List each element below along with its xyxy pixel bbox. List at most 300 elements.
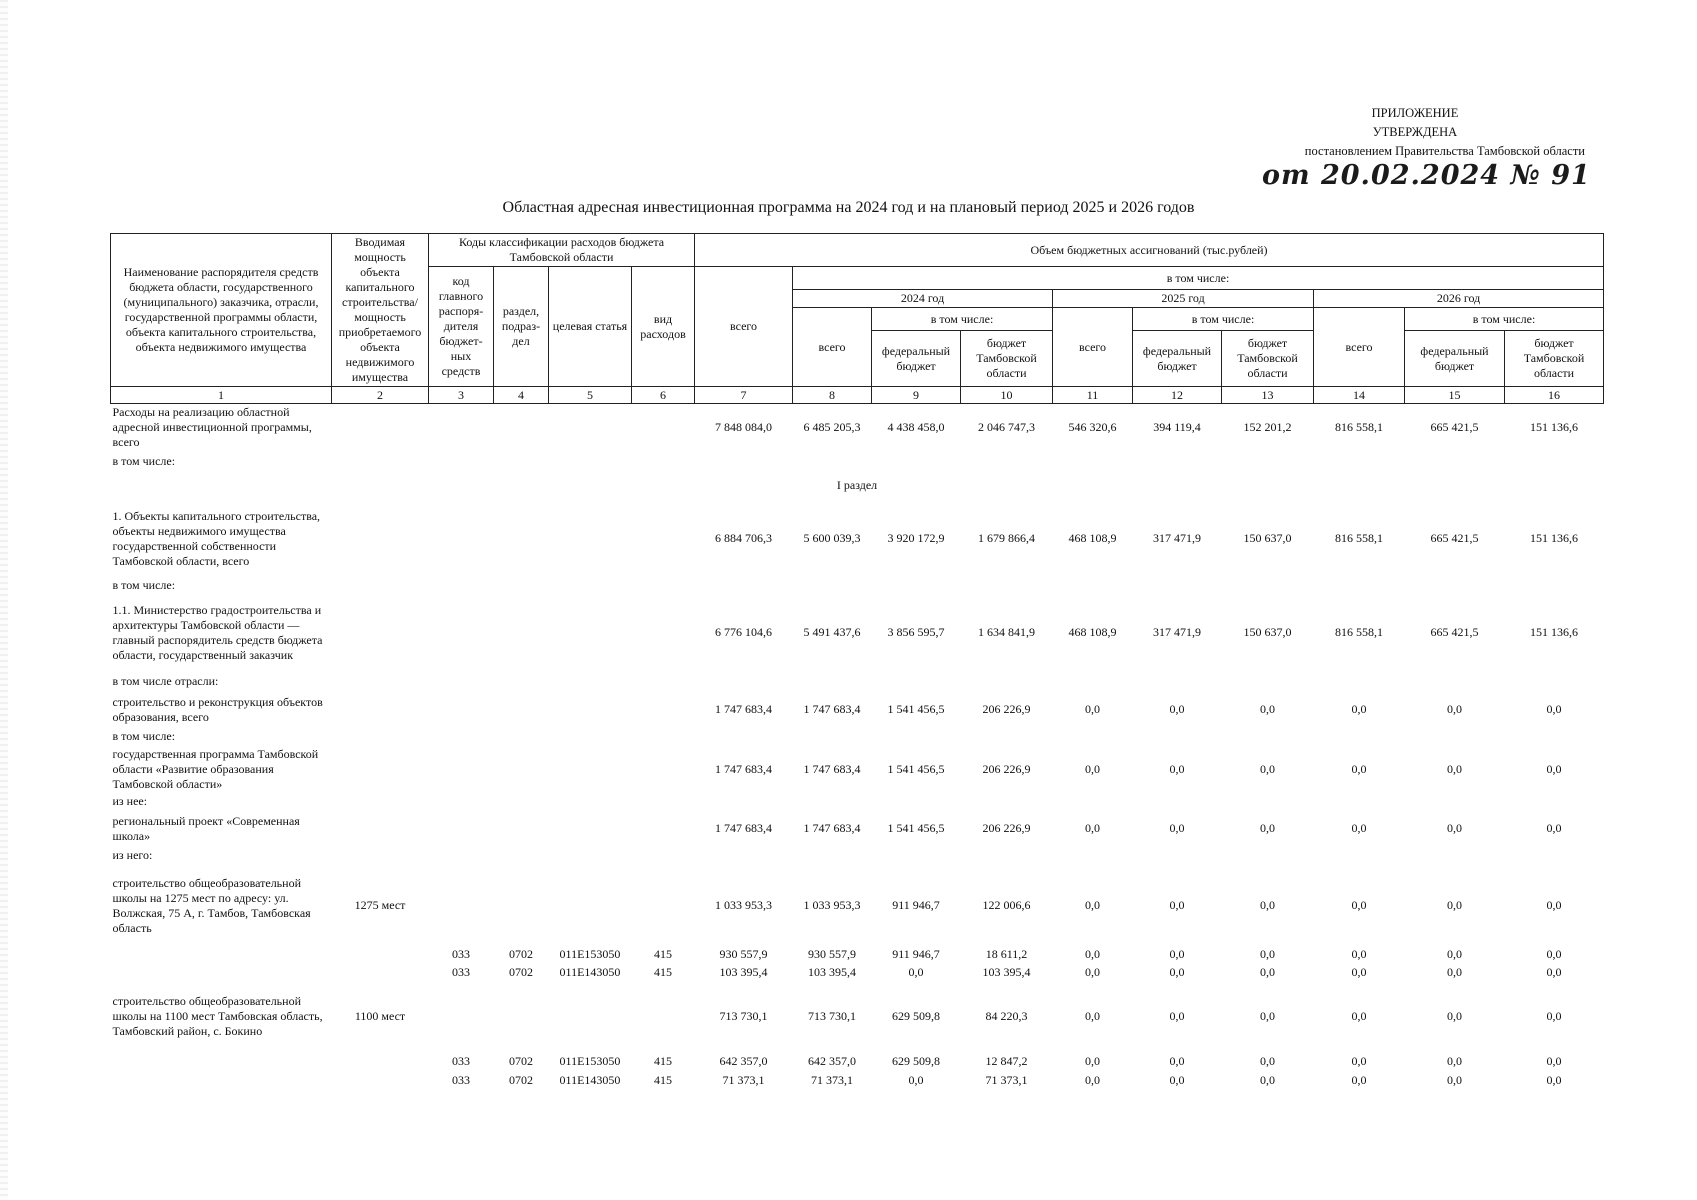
column-number: 9 — [872, 387, 961, 404]
row-value-col-9: 1 541 456,5 — [887, 702, 945, 716]
regional-2024-header: бюджет Тамбовской области — [961, 331, 1053, 387]
row-value-col-7: 930 557,9 — [719, 947, 768, 961]
row-target-code — [549, 727, 632, 747]
row-value-col-10: 1 634 841,9 — [978, 625, 1036, 639]
regional-2025-header: бюджет Тамбовской области — [1222, 331, 1314, 387]
row-code-gr: 033 — [452, 947, 470, 961]
section-row — [111, 472, 1604, 501]
row-code-gr — [429, 982, 494, 1052]
row-code-gr: 033 — [452, 1054, 470, 1068]
row-value-col-15: 0,0 — [1447, 1009, 1463, 1023]
row-value-col-8: 1 747 683,4 — [803, 821, 861, 835]
row-value-col-7 — [695, 671, 793, 693]
row-value-col-7: 1 747 683,4 — [715, 702, 773, 716]
row-value-col-16: 151 136,6 — [1530, 531, 1579, 545]
row-value-col-9 — [872, 846, 961, 866]
table-row — [111, 982, 1604, 1052]
row-value-col-10 — [961, 792, 1053, 812]
row-capacity — [332, 1072, 429, 1090]
table-row — [111, 693, 1604, 727]
row-value-col-12: 0,0 — [1169, 702, 1185, 716]
column-number: 14 — [1314, 387, 1405, 404]
row-value-col-12 — [1133, 671, 1222, 693]
row-value-col-11: 0,0 — [1085, 761, 1101, 776]
including-2026-header: в том числе: — [1405, 308, 1604, 331]
row-value-col-16 — [1505, 671, 1604, 693]
row-capacity — [332, 404, 429, 452]
including-2025-header: в том числе: — [1133, 308, 1314, 331]
row-value-col-10: 206 226,9 — [982, 821, 1031, 835]
row-value-col-10: 2 046 747,3 — [978, 420, 1036, 435]
row-section-code — [494, 577, 549, 595]
row-name: в том числе: — [112, 729, 176, 743]
row-capacity — [332, 792, 429, 812]
row-section-code — [494, 792, 549, 812]
row-code-gr — [429, 727, 494, 747]
table-row — [111, 501, 1604, 577]
row-value-col-15: 665 421,5 — [1430, 625, 1479, 639]
row-target-code — [549, 812, 632, 846]
row-value-col-14: 0,0 — [1351, 1073, 1367, 1087]
row-name: строительство и реконструкция объектов образования, всего — [112, 694, 323, 724]
table-row — [111, 595, 1604, 671]
row-name — [111, 1072, 332, 1090]
row-value-col-10 — [961, 577, 1053, 595]
row-value-col-8 — [793, 671, 872, 693]
document-title: Областная адресная инвестиционная программа на 2024 год и на плановый период 2025 и 2026 годов — [502, 199, 1195, 216]
row-value-col-7: 1 747 683,4 — [715, 821, 773, 835]
row-value-col-14: 0,0 — [1351, 1054, 1367, 1068]
row-value-col-16: 0,0 — [1546, 1054, 1562, 1068]
column-number-row — [111, 387, 1604, 404]
row-value-col-8: 6 485 205,3 — [803, 420, 861, 435]
row-value-col-16 — [1505, 727, 1604, 747]
row-value-col-10 — [961, 727, 1053, 747]
row-value-col-7: 642 357,0 — [719, 1054, 768, 1068]
row-value-col-7: 1 033 953,3 — [715, 898, 773, 912]
row-value-col-12: 0,0 — [1169, 1054, 1185, 1068]
row-capacity: 1100 мест — [354, 1009, 406, 1023]
row-section-code — [494, 812, 549, 846]
col-section-header: раздел, подраз- дел — [494, 267, 549, 387]
row-value-col-14 — [1314, 846, 1405, 866]
row-code-gr — [429, 812, 494, 846]
row-value-col-8: 5 600 039,3 — [803, 531, 861, 545]
row-value-col-15: 0,0 — [1447, 702, 1463, 716]
row-value-col-12: 0,0 — [1169, 761, 1185, 776]
row-kind-code: 415 — [654, 1073, 672, 1087]
row-kind-code — [632, 671, 695, 693]
row-value-col-10: 1 679 866,4 — [978, 531, 1036, 545]
column-number: 3 — [429, 387, 494, 404]
row-kind-code — [632, 792, 695, 812]
row-value-col-12 — [1133, 452, 1222, 472]
row-value-col-13 — [1222, 577, 1314, 595]
row-value-col-8: 5 491 437,6 — [803, 625, 861, 639]
row-kind-code — [632, 577, 695, 595]
row-value-col-10: 12 847,2 — [985, 1054, 1028, 1068]
row-value-col-13: 0,0 — [1260, 947, 1276, 961]
row-kind-code — [632, 452, 695, 472]
year-2025-header: 2025 год — [1053, 290, 1314, 308]
row-value-col-13: 0,0 — [1260, 1009, 1276, 1023]
row-value-col-9: 3 856 595,7 — [887, 625, 945, 639]
row-code-gr — [429, 792, 494, 812]
row-value-col-8: 930 557,9 — [808, 947, 857, 961]
row-value-col-13 — [1222, 727, 1314, 747]
row-value-col-14: 0,0 — [1351, 965, 1367, 979]
row-value-col-11: 468 108,9 — [1068, 531, 1117, 545]
row-kind-code — [632, 404, 695, 452]
row-value-col-9: 3 920 172,9 — [887, 531, 945, 545]
row-value-col-10: 18 611,2 — [985, 947, 1028, 961]
row-target-code — [549, 577, 632, 595]
row-value-col-13 — [1222, 671, 1314, 693]
row-target-code — [549, 693, 632, 727]
row-target-code — [549, 792, 632, 812]
row-name: в том числе: — [112, 578, 176, 592]
table-row — [111, 404, 1604, 452]
appendix-label: ПРИЛОЖЕНИЕ — [1371, 106, 1459, 120]
row-value-col-12: 0,0 — [1169, 1073, 1185, 1087]
row-value-col-12: 0,0 — [1169, 898, 1185, 912]
row-value-col-16: 0,0 — [1546, 898, 1562, 912]
row-value-col-8 — [793, 727, 872, 747]
column-number: 5 — [549, 387, 632, 404]
row-target-code — [549, 452, 632, 472]
row-value-col-7: 1 747 683,4 — [715, 761, 773, 776]
row-value-col-12 — [1133, 577, 1222, 595]
row-name — [111, 964, 332, 982]
scan-edge — [0, 0, 8, 1200]
row-value-col-15: 665 421,5 — [1430, 531, 1479, 545]
row-value-col-8: 1 747 683,4 — [803, 761, 861, 776]
row-value-col-12: 0,0 — [1169, 821, 1185, 835]
including-2024-header: в том числе: — [872, 308, 1053, 331]
row-capacity — [332, 812, 429, 846]
row-value-col-8: 642 357,0 — [808, 1054, 857, 1068]
row-value-col-7: 6 884 706,3 — [715, 531, 773, 545]
row-value-col-11: 0,0 — [1085, 1073, 1101, 1087]
table-row — [111, 1052, 1604, 1072]
row-name: региональный проект «Современная школа» — [112, 813, 300, 843]
row-kind-code — [632, 866, 695, 946]
row-value-col-15: 0,0 — [1447, 1073, 1463, 1087]
row-value-col-8 — [793, 846, 872, 866]
row-value-col-16: 0,0 — [1546, 821, 1562, 835]
row-value-col-11 — [1053, 792, 1133, 812]
row-capacity — [332, 964, 429, 982]
row-value-col-15: 0,0 — [1447, 1054, 1463, 1068]
row-capacity — [332, 1052, 429, 1072]
row-value-col-16 — [1505, 577, 1604, 595]
row-value-col-11: 546 320,6 — [1068, 420, 1117, 435]
table-header — [111, 234, 1604, 404]
row-capacity — [332, 452, 429, 472]
federal-2024-header: федеральный бюджет — [872, 331, 961, 387]
year-2024-header: 2024 год — [793, 290, 1053, 308]
row-target-code: 011E153050 — [559, 1054, 621, 1068]
row-section-code — [494, 727, 549, 747]
row-value-col-9 — [872, 577, 961, 595]
column-number: 6 — [632, 387, 695, 404]
row-value-col-12: 0,0 — [1169, 965, 1185, 979]
row-section-code — [494, 693, 549, 727]
total-2026-header: всего — [1314, 308, 1405, 387]
row-target-code — [549, 671, 632, 693]
federal-2026-header: федеральный бюджет — [1405, 331, 1505, 387]
row-value-col-12: 317 471,9 — [1153, 531, 1202, 545]
row-value-col-7 — [695, 846, 793, 866]
row-value-col-11: 0,0 — [1085, 702, 1101, 716]
row-value-col-15 — [1405, 671, 1505, 693]
row-value-col-16: 0,0 — [1546, 1073, 1562, 1087]
row-value-col-15: 665 421,5 — [1430, 420, 1479, 435]
row-value-col-11: 0,0 — [1085, 898, 1101, 912]
row-target-code — [549, 846, 632, 866]
row-value-col-14: 0,0 — [1351, 761, 1367, 776]
row-kind-code — [632, 812, 695, 846]
row-name: 1. Объекты капитального строительства, объекты недвижимого имущества государственной собственности Тамбовской области, всего — [112, 508, 321, 568]
row-value-col-13: 0,0 — [1260, 702, 1276, 716]
row-value-col-8: 713 730,1 — [808, 1009, 857, 1023]
row-value-col-11: 468 108,9 — [1068, 625, 1117, 639]
row-value-col-10: 103 395,4 — [982, 965, 1031, 979]
col-target-header: целевая статья — [549, 267, 632, 387]
row-value-col-15 — [1405, 577, 1505, 595]
table-row — [111, 577, 1604, 595]
row-name: 1.1. Министерство градостроительства и архитектуры Тамбовской области — главный распорядитель средств бюджета области, государственный заказчик — [112, 602, 323, 662]
row-value-col-16: 151 136,6 — [1530, 625, 1579, 639]
row-kind-code — [632, 846, 695, 866]
row-value-col-16: 0,0 — [1546, 965, 1562, 979]
row-section-code — [494, 982, 549, 1052]
table-row — [111, 946, 1604, 964]
row-name: в том числе: — [112, 454, 176, 468]
row-value-col-7: 71 373,1 — [722, 1073, 765, 1087]
row-value-col-11: 0,0 — [1085, 947, 1101, 961]
row-value-col-15 — [1405, 846, 1505, 866]
row-value-col-7: 6 776 104,6 — [715, 625, 773, 639]
including-header: в том числе: — [793, 267, 1604, 290]
table-row — [111, 671, 1604, 693]
row-value-col-9: 0,0 — [908, 1073, 924, 1087]
row-code-gr: 033 — [452, 965, 470, 979]
row-capacity — [332, 946, 429, 964]
row-value-col-11: 0,0 — [1085, 1054, 1101, 1068]
table-row — [111, 747, 1604, 792]
row-value-col-13 — [1222, 452, 1314, 472]
row-value-col-14: 0,0 — [1351, 898, 1367, 912]
row-section-code — [494, 747, 549, 792]
year-2026-header: 2026 год — [1314, 290, 1604, 308]
row-value-col-11 — [1053, 671, 1133, 693]
table-row — [111, 727, 1604, 747]
row-code-gr — [429, 501, 494, 577]
row-kind-code — [632, 595, 695, 671]
row-value-col-14: 0,0 — [1351, 1009, 1367, 1023]
row-value-col-13: 0,0 — [1260, 821, 1276, 835]
investment-program-table — [110, 233, 1604, 1090]
row-value-col-15: 0,0 — [1447, 898, 1463, 912]
row-value-col-13: 152 201,2 — [1243, 420, 1292, 435]
row-value-col-14: 0,0 — [1351, 821, 1367, 835]
row-value-col-16 — [1505, 452, 1604, 472]
federal-2025-header: федеральный бюджет — [1133, 331, 1222, 387]
row-section-code — [494, 671, 549, 693]
row-name: в том числе отрасли: — [112, 674, 219, 688]
row-capacity — [332, 577, 429, 595]
table-row — [111, 866, 1604, 946]
row-value-col-16: 151 136,6 — [1530, 420, 1579, 435]
row-value-col-13: 150 637,0 — [1243, 625, 1292, 639]
row-value-col-10: 84 220,3 — [985, 1009, 1028, 1023]
col-total-header: всего — [695, 267, 793, 387]
row-kind-code — [632, 727, 695, 747]
row-capacity — [332, 727, 429, 747]
row-name: Расходы на реализацию областной адресной инвестиционной программы, всего — [112, 405, 312, 450]
row-value-col-14: 0,0 — [1351, 702, 1367, 716]
row-value-col-9 — [872, 452, 961, 472]
row-value-col-12 — [1133, 727, 1222, 747]
row-value-col-13: 0,0 — [1260, 1054, 1276, 1068]
row-value-col-9: 4 438 458,0 — [887, 420, 945, 435]
table-row — [111, 452, 1604, 472]
row-kind-code — [632, 982, 695, 1052]
row-value-col-16 — [1505, 792, 1604, 812]
row-value-col-8: 71 373,1 — [811, 1073, 854, 1087]
row-value-col-15 — [1405, 727, 1505, 747]
row-value-col-10 — [961, 671, 1053, 693]
row-section-code — [494, 501, 549, 577]
row-code-gr — [429, 577, 494, 595]
row-code-gr — [429, 595, 494, 671]
row-section-code: 0702 — [509, 965, 533, 979]
column-number: 15 — [1405, 387, 1505, 404]
row-value-col-13 — [1222, 846, 1314, 866]
row-value-col-12: 0,0 — [1169, 1009, 1185, 1023]
approved-label: УТВЕРЖДЕНА — [1372, 125, 1458, 139]
row-name: из нее: — [112, 794, 148, 808]
row-value-col-12: 0,0 — [1169, 947, 1185, 961]
row-capacity — [332, 501, 429, 577]
row-code-gr — [429, 747, 494, 792]
col-name-header: Наименование распорядителя средств бюджета области, государственного (муниципального) заказчика, отрасли, государственной программы области, объекта капитального строительства, объекта недвижимого имущества — [111, 234, 332, 387]
row-value-col-7: 103 395,4 — [719, 965, 768, 979]
row-value-col-13: 0,0 — [1260, 965, 1276, 979]
row-target-code — [549, 982, 632, 1052]
row-value-col-16 — [1505, 846, 1604, 866]
row-target-code: 011E143050 — [559, 965, 621, 979]
row-value-col-10: 206 226,9 — [982, 761, 1031, 776]
row-value-col-14: 816 558,1 — [1335, 420, 1384, 435]
row-code-gr — [429, 866, 494, 946]
row-value-col-9: 629 509,8 — [892, 1009, 941, 1023]
row-value-col-14: 816 558,1 — [1335, 625, 1384, 639]
row-name: строительство общеобразовательной школы на 1100 мест Тамбовская область, Тамбовский район, с. Бокино — [112, 994, 323, 1038]
row-kind-code — [632, 747, 695, 792]
row-value-col-12 — [1133, 792, 1222, 812]
row-value-col-9: 911 946,7 — [892, 898, 940, 912]
row-value-col-11: 0,0 — [1085, 965, 1101, 979]
row-section-code — [494, 595, 549, 671]
row-target-code: 011E153050 — [559, 947, 621, 961]
row-value-col-8 — [793, 792, 872, 812]
handwritten-date-number: от 20.02.2024 № 91 — [1262, 160, 1591, 191]
row-value-col-14: 816 558,1 — [1335, 531, 1384, 545]
table-row — [111, 812, 1604, 846]
row-value-col-13: 0,0 — [1260, 1073, 1276, 1087]
row-value-col-16: 0,0 — [1546, 761, 1562, 776]
row-value-col-14 — [1314, 577, 1405, 595]
col-code-gr-header: код главного распоря- дителя бюджет- ных средств — [429, 267, 494, 387]
col-volume-header: Объем бюджетных ассигнований (тыс.рублей) — [695, 234, 1604, 267]
row-name — [111, 1052, 332, 1072]
row-value-col-8: 1 747 683,4 — [803, 702, 861, 716]
row-value-col-14 — [1314, 671, 1405, 693]
row-kind-code — [632, 693, 695, 727]
row-section-code — [494, 452, 549, 472]
row-kind-code: 415 — [654, 947, 672, 961]
row-value-col-11: 0,0 — [1085, 821, 1101, 835]
regional-2026-header: бюджет Тамбовской области — [1505, 331, 1604, 387]
row-capacity — [332, 595, 429, 671]
row-value-col-10 — [961, 452, 1053, 472]
row-value-col-9 — [872, 727, 961, 747]
row-target-code — [549, 747, 632, 792]
row-capacity: 1275 мест — [354, 898, 406, 912]
row-code-gr — [429, 404, 494, 452]
row-value-col-10: 206 226,9 — [982, 702, 1031, 716]
row-value-col-8: 1 033 953,3 — [803, 898, 861, 912]
row-value-col-7 — [695, 452, 793, 472]
row-name: строительство общеобразовательной школы на 1275 мест по адресу: ул. Волжская, 75 А, г. Тамбов, Тамбовская область — [112, 875, 311, 935]
decree-label: постановлением Правительства Тамбовской области — [1304, 144, 1585, 158]
row-value-col-11 — [1053, 577, 1133, 595]
row-code-gr — [429, 693, 494, 727]
column-number: 2 — [332, 387, 429, 404]
row-value-col-13 — [1222, 792, 1314, 812]
total-2025-header: всего — [1053, 308, 1133, 387]
row-code-gr — [429, 452, 494, 472]
row-code-gr: 033 — [452, 1073, 470, 1087]
row-value-col-7 — [695, 792, 793, 812]
row-value-col-16: 0,0 — [1546, 947, 1562, 961]
row-value-col-15: 0,0 — [1447, 761, 1463, 776]
row-section-code: 0702 — [509, 947, 533, 961]
row-section-code — [494, 866, 549, 946]
row-code-gr — [429, 671, 494, 693]
column-number: 12 — [1133, 387, 1222, 404]
row-value-col-13: 150 637,0 — [1243, 531, 1292, 545]
row-value-col-9: 1 541 456,5 — [887, 821, 945, 835]
row-value-col-7: 713 730,1 — [719, 1009, 768, 1023]
row-kind-code — [632, 501, 695, 577]
table-row — [111, 1072, 1604, 1090]
approval-header — [1245, 104, 1585, 161]
row-value-col-13: 0,0 — [1260, 761, 1276, 776]
row-value-col-7 — [695, 727, 793, 747]
row-capacity — [332, 693, 429, 727]
row-value-col-13: 0,0 — [1260, 898, 1276, 912]
row-kind-code: 415 — [654, 965, 672, 979]
row-section-code: 0702 — [509, 1054, 533, 1068]
row-value-col-14 — [1314, 727, 1405, 747]
column-number: 8 — [793, 387, 872, 404]
table-body — [111, 404, 1604, 1090]
row-value-col-12: 317 471,9 — [1153, 625, 1202, 639]
row-value-col-9: 911 946,7 — [892, 947, 940, 961]
